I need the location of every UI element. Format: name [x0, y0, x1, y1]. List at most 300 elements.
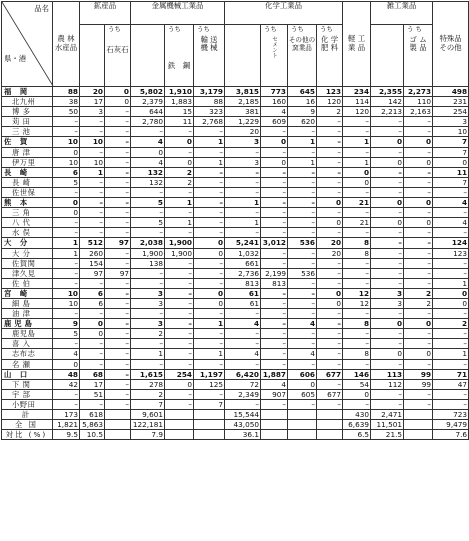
table-cell: – — [317, 258, 343, 268]
table-cell: – — [225, 147, 261, 157]
table-cell: 48 — [53, 369, 80, 379]
table-cell: – — [317, 268, 343, 278]
table-cell: – — [105, 218, 131, 228]
table-cell: – — [404, 238, 433, 248]
table-cell: – — [343, 359, 371, 369]
table-cell: 2 — [165, 177, 194, 187]
row-label: 伊万里 — [2, 157, 53, 167]
table-cell: 21.5 — [371, 430, 404, 440]
corner-diagonal-line — [2, 2, 53, 86]
table-cell: – — [343, 339, 371, 349]
table-cell: 907 — [261, 389, 288, 399]
table-cell: – — [194, 359, 225, 369]
row-label: 佐 賀 — [2, 137, 53, 147]
table-cell: – — [131, 228, 165, 238]
table-cell: 0 — [105, 87, 131, 97]
table-cell: – — [433, 359, 469, 369]
table-row — [2, 389, 469, 399]
table-cell: 1 — [288, 157, 317, 167]
table-cell: 3,012 — [261, 238, 288, 248]
table-cell: 498 — [433, 87, 469, 97]
table-cell: – — [225, 309, 261, 319]
table-cell: 5 — [53, 329, 80, 339]
table-cell: – — [433, 208, 469, 218]
table-row — [2, 127, 469, 137]
table-cell: – — [343, 117, 371, 127]
table-cell: 15,544 — [225, 410, 261, 420]
table-cell: 2,780 — [131, 117, 165, 127]
table-cell: – — [371, 309, 404, 319]
table-cell: – — [105, 288, 131, 298]
table-cell: 0 — [165, 379, 194, 389]
table-cell: – — [371, 329, 404, 339]
table-cell: – — [105, 278, 131, 288]
table-cell: – — [371, 208, 404, 218]
table-cell: – — [371, 228, 404, 238]
table-cell: 0 — [343, 177, 371, 187]
row-label: 計 — [2, 410, 53, 420]
table-cell: 10 — [53, 288, 80, 298]
table-cell: – — [165, 187, 194, 197]
table-row — [2, 147, 469, 157]
table-cell: 231 — [433, 97, 469, 107]
table-cell: – — [404, 208, 433, 218]
table-cell: 42 — [53, 379, 80, 389]
table-cell: – — [80, 127, 105, 137]
table-cell: 5 — [53, 177, 80, 187]
table-cell: 8 — [343, 349, 371, 359]
table-cell: – — [317, 278, 343, 288]
table-cell — [105, 420, 131, 430]
row-label: 山 口 — [2, 369, 53, 379]
table-cell: – — [288, 288, 317, 298]
header-limestone-uchi: うち — [108, 25, 121, 33]
table-cell: – — [317, 349, 343, 359]
table-cell: – — [371, 147, 404, 157]
table-cell: 120 — [343, 107, 371, 117]
table-cell: – — [194, 329, 225, 339]
table-cell: 0 — [288, 379, 317, 389]
table-cell: 160 — [261, 97, 288, 107]
table-cell: 5 — [131, 218, 165, 228]
table-cell: – — [261, 339, 288, 349]
row-label: 宮 崎 — [2, 288, 53, 298]
table-cell: – — [80, 278, 105, 288]
table-cell: 2,213 — [371, 107, 404, 117]
table-cell: – — [225, 228, 261, 238]
table-cell: 2,273 — [404, 87, 433, 97]
table-cell: 3 — [371, 288, 404, 298]
table-cell: 11 — [433, 167, 469, 177]
table-cell: – — [288, 167, 317, 177]
header-rubber-uchi: う ち — [407, 25, 422, 33]
table-row — [2, 420, 469, 430]
table-cell: 4 — [131, 137, 165, 147]
table-cell: 10 — [53, 157, 80, 167]
table-cell — [194, 410, 225, 420]
header-fertilizer: 化 学 肥 料 — [320, 34, 339, 53]
table-cell: – — [433, 339, 469, 349]
table-cell: – — [165, 319, 194, 329]
table-cell: 38 — [53, 97, 80, 107]
table-cell: 381 — [225, 107, 261, 117]
row-label: 大 分 — [2, 248, 53, 258]
table-row — [2, 319, 469, 329]
table-cell: 16 — [288, 97, 317, 107]
table-cell: – — [80, 399, 105, 409]
header-transport: 輸 送 機 械 — [200, 34, 218, 53]
table-cell: – — [343, 228, 371, 238]
header-cement: セメント — [271, 35, 278, 58]
table-cell: 620 — [288, 117, 317, 127]
table-cell: 4 — [288, 319, 317, 329]
table-cell: 6.5 — [343, 430, 371, 440]
table-row — [2, 248, 469, 258]
table-cell: – — [371, 268, 404, 278]
header-transport-cell — [194, 25, 225, 87]
table-cell: – — [317, 157, 343, 167]
table-row — [2, 258, 469, 268]
table-cell: 99 — [404, 379, 433, 389]
table-cell: – — [165, 339, 194, 349]
table-cell: – — [165, 127, 194, 137]
table-cell — [165, 410, 194, 420]
table-cell: 6 — [53, 167, 80, 177]
table-cell: 0 — [433, 157, 469, 167]
table-cell: 2,355 — [371, 87, 404, 97]
table-row — [2, 349, 469, 359]
table-cell: 260 — [80, 248, 105, 258]
table-cell: – — [261, 298, 288, 308]
table-cell — [317, 430, 343, 440]
table-cell: – — [261, 359, 288, 369]
table-cell: – — [80, 208, 105, 218]
row-label: 油 津 — [2, 309, 53, 319]
table-cell: 5,241 — [225, 238, 261, 248]
table-cell: – — [165, 278, 194, 288]
table-cell: 4 — [433, 198, 469, 208]
table-cell: 5,802 — [131, 87, 165, 97]
table-cell: 9 — [53, 319, 80, 329]
table-cell: – — [53, 258, 80, 268]
table-cell: – — [194, 147, 225, 157]
table-cell: – — [194, 187, 225, 197]
table-cell: – — [105, 198, 131, 208]
table-cell — [165, 430, 194, 440]
table-cell: – — [404, 278, 433, 288]
row-label: 福 岡 — [2, 87, 53, 97]
table-cell: – — [288, 298, 317, 308]
table-row — [2, 218, 469, 228]
table-cell: 123 — [433, 248, 469, 258]
table-cell: – — [80, 309, 105, 319]
table-cell: – — [371, 167, 404, 177]
table-cell: 21 — [343, 198, 371, 208]
header-steel-uchi: うち — [168, 25, 181, 33]
table-cell: – — [105, 208, 131, 218]
table-cell: 4 — [288, 349, 317, 359]
row-label: 三 角 — [2, 208, 53, 218]
table-cell: – — [105, 117, 131, 127]
table-row — [2, 359, 469, 369]
table-cell: 2 — [131, 329, 165, 339]
table-cell — [404, 420, 433, 430]
table-cell: – — [371, 187, 404, 197]
table-cell: – — [404, 329, 433, 339]
corner-label-commodity: 品名 — [34, 4, 49, 13]
header-mineral: 鉱産品 — [80, 2, 131, 25]
table-cell: – — [288, 399, 317, 409]
table-cell: 125 — [194, 379, 225, 389]
table-row — [2, 339, 469, 349]
table-cell: 0 — [371, 137, 404, 147]
table-cell: – — [404, 167, 433, 177]
table-cell: – — [53, 339, 80, 349]
table-cell: – — [404, 177, 433, 187]
table-cell: 2 — [433, 319, 469, 329]
table-cell: – — [288, 228, 317, 238]
table-cell: 20 — [225, 127, 261, 137]
table-cell: – — [404, 187, 433, 197]
table-cell: 2,736 — [225, 268, 261, 278]
table-cell: 606 — [288, 369, 317, 379]
table-cell: 677 — [317, 389, 343, 399]
table-cell: – — [105, 228, 131, 238]
table-cell: 1,615 — [131, 369, 165, 379]
table-cell: – — [433, 258, 469, 268]
table-cell: – — [80, 339, 105, 349]
table-cell: – — [105, 349, 131, 359]
table-cell: – — [194, 208, 225, 218]
table-cell: 20 — [80, 87, 105, 97]
table-cell: – — [105, 147, 131, 157]
table-cell: – — [225, 399, 261, 409]
table-cell: – — [53, 399, 80, 409]
table-cell: 43,050 — [225, 420, 261, 430]
table-cell: 9 — [288, 107, 317, 117]
row-label: 細 島 — [2, 298, 53, 308]
table-cell: – — [404, 228, 433, 238]
table-cell: 47 — [433, 379, 469, 389]
table-cell: 173 — [53, 410, 80, 420]
table-cell: 1 — [80, 167, 105, 177]
table-cell: – — [404, 399, 433, 409]
table-cell: 17 — [80, 97, 105, 107]
table-cell: 605 — [288, 389, 317, 399]
table-cell: – — [433, 309, 469, 319]
table-cell: 1 — [343, 137, 371, 147]
table-cell: 0 — [194, 288, 225, 298]
table-cell: – — [261, 218, 288, 228]
table-cell: 12 — [343, 288, 371, 298]
table-cell: 15 — [165, 107, 194, 117]
table-cell: 132 — [131, 177, 165, 187]
table-cell: – — [343, 258, 371, 268]
table-cell: 3 — [433, 117, 469, 127]
table-cell: – — [165, 147, 194, 157]
header-ceramic-cell — [288, 25, 317, 87]
table-cell: – — [371, 258, 404, 268]
table-cell: – — [165, 399, 194, 409]
table-cell: – — [80, 187, 105, 197]
table-cell: 1 — [194, 349, 225, 359]
table-cell: 2 — [404, 298, 433, 308]
table-cell: 0 — [317, 198, 343, 208]
header-row-1 — [2, 2, 469, 25]
table-cell: – — [343, 187, 371, 197]
table-cell: – — [404, 248, 433, 258]
row-label: 北九州 — [2, 97, 53, 107]
table-cell — [261, 410, 288, 420]
table-cell: 1 — [225, 218, 261, 228]
table-cell: – — [371, 238, 404, 248]
row-label: 長 崎 — [2, 167, 53, 177]
table-cell: 773 — [261, 87, 288, 97]
table-cell: – — [53, 228, 80, 238]
table-cell: – — [165, 298, 194, 308]
table-cell: 1 — [131, 349, 165, 359]
table-cell: – — [404, 268, 433, 278]
table-cell: 0 — [194, 248, 225, 258]
table-cell: 813 — [261, 278, 288, 288]
table-cell: – — [261, 319, 288, 329]
table-cell: 0 — [194, 238, 225, 248]
table-cell: – — [165, 329, 194, 339]
table-cell: 0 — [371, 218, 404, 228]
table-cell: – — [433, 268, 469, 278]
table-cell: – — [288, 258, 317, 268]
table-cell: – — [131, 268, 165, 278]
table-cell: 2,199 — [261, 268, 288, 278]
table-cell: 9.5 — [53, 430, 80, 440]
corner-label-port: 県・港 — [4, 54, 27, 64]
commodity-port-table — [1, 1, 469, 440]
table-cell: 0 — [317, 288, 343, 298]
table-cell: – — [105, 319, 131, 329]
row-label: 八 代 — [2, 218, 53, 228]
table-cell: 0 — [404, 319, 433, 329]
table-row — [2, 268, 469, 278]
table-cell: 536 — [288, 268, 317, 278]
table-cell: 10.5 — [80, 430, 105, 440]
table-row — [2, 187, 469, 197]
row-label: 三 池 — [2, 127, 53, 137]
table-cell: – — [371, 248, 404, 258]
table-cell: – — [105, 379, 131, 389]
table-row — [2, 278, 469, 288]
table-cell — [105, 430, 131, 440]
table-cell: – — [131, 278, 165, 288]
table-cell: – — [343, 278, 371, 288]
table-cell: 254 — [433, 107, 469, 117]
table-cell: – — [288, 339, 317, 349]
table-cell: – — [105, 137, 131, 147]
table-cell: – — [288, 208, 317, 218]
table-cell: – — [288, 127, 317, 137]
table-cell: 618 — [80, 410, 105, 420]
table-cell: 645 — [288, 87, 317, 97]
table-cell: 3,179 — [194, 87, 225, 97]
table-cell: – — [194, 339, 225, 349]
table-cell: 0 — [80, 329, 105, 339]
table-cell: 4 — [225, 349, 261, 359]
table-cell: – — [131, 309, 165, 319]
table-cell: 8 — [343, 319, 371, 329]
header-limestone-cell — [105, 25, 131, 87]
table-cell: 8 — [343, 238, 371, 248]
table-cell: – — [261, 228, 288, 238]
table-row — [2, 167, 469, 177]
table-cell: – — [194, 268, 225, 278]
table-cell: – — [404, 359, 433, 369]
table-cell: 0 — [261, 137, 288, 147]
table-cell: 609 — [261, 117, 288, 127]
header-fertilizer-uchi: うち — [320, 25, 333, 33]
table-cell: – — [194, 127, 225, 137]
header-rubber: ゴ ム 製 品 — [409, 34, 427, 53]
table-cell: 1,910 — [165, 87, 194, 97]
table-cell: 2 — [131, 389, 165, 399]
table-cell: 512 — [80, 238, 105, 248]
table-cell: – — [261, 198, 288, 208]
table-cell: 0 — [165, 157, 194, 167]
table-cell — [194, 420, 225, 430]
table-cell: 0 — [404, 218, 433, 228]
table-row — [2, 288, 469, 298]
table-cell: – — [194, 278, 225, 288]
header-metal-total — [131, 25, 165, 87]
table-cell: 4 — [433, 218, 469, 228]
table-cell: – — [105, 127, 131, 137]
table-cell: 132 — [131, 167, 165, 177]
row-label: 小野田 — [2, 399, 53, 409]
table-cell: – — [80, 147, 105, 157]
table-cell: 0 — [343, 167, 371, 177]
table-cell: – — [371, 339, 404, 349]
table-cell: – — [53, 218, 80, 228]
table-cell: 99 — [404, 369, 433, 379]
table-cell: – — [261, 167, 288, 177]
table-row — [2, 410, 469, 420]
table-cell: 7.6 — [433, 430, 469, 440]
table-cell: – — [194, 177, 225, 187]
table-cell: – — [317, 127, 343, 137]
table-cell: 0 — [433, 298, 469, 308]
row-label: 博 多 — [2, 107, 53, 117]
table-cell: – — [80, 349, 105, 359]
table-cell: 677 — [317, 369, 343, 379]
table-cell: 1,887 — [261, 369, 288, 379]
table-cell: – — [343, 399, 371, 409]
table-cell: 114 — [343, 97, 371, 107]
table-cell: – — [105, 309, 131, 319]
table-cell: – — [433, 329, 469, 339]
header-steel-cell — [165, 25, 194, 87]
table-cell: 0 — [131, 147, 165, 157]
table-cell: 0 — [404, 349, 433, 359]
table-cell: 54 — [343, 379, 371, 389]
table-cell: – — [288, 248, 317, 258]
table-cell: 88 — [53, 87, 80, 97]
table-cell: 97 — [105, 268, 131, 278]
table-cell: 644 — [131, 107, 165, 117]
header-limestone: 石灰石 — [106, 44, 129, 54]
table-cell: 6,639 — [343, 420, 371, 430]
table-cell: – — [80, 218, 105, 228]
table-cell: 7 — [433, 137, 469, 147]
table-cell: – — [165, 208, 194, 218]
table-cell: – — [404, 127, 433, 137]
